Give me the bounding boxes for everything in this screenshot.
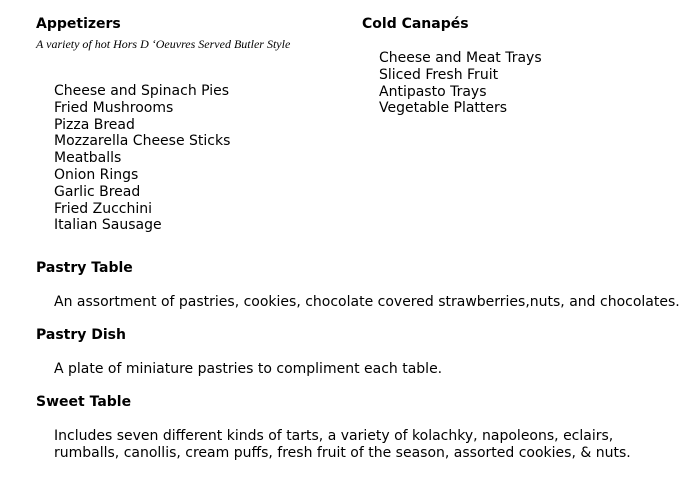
cold-canapes-list xyxy=(379,50,542,117)
appetizers-list xyxy=(54,83,230,234)
sweet-table-description: Includes seven different kinds of tarts, a variety of kolachky, napoleons, eclairs, rumballs, canollis, cream puffs, fresh fruit of the season, assorted cookies, & nuts. xyxy=(54,428,631,461)
list-item: Sliced Fresh Fruit xyxy=(379,66,499,83)
list-item: Antipasto Trays xyxy=(379,83,487,100)
pastry-dish-description: A plate of miniature pastries to compliment each table. xyxy=(54,361,443,377)
list-item: Pizza Bread xyxy=(54,116,135,133)
sweet-table-heading: Sweet Table xyxy=(36,394,132,410)
list-item: Fried Zucchini xyxy=(54,200,153,217)
list-item: Onion Rings xyxy=(54,166,139,183)
appetizers-heading: Appetizers xyxy=(36,16,121,32)
list-item: Italian Sausage xyxy=(54,217,162,234)
list-item: Meatballs xyxy=(54,150,122,167)
pastry-table-heading: Pastry Table xyxy=(36,260,133,276)
appetizers-subtitle: A variety of hot Hors D ‘Oeuvres Served Butler Style xyxy=(36,37,291,51)
pastry-dish-heading: Pastry Dish xyxy=(36,327,126,343)
cold-canapes-heading: Cold Canapés xyxy=(362,16,469,32)
pastry-table-description: An assortment of pastries, cookies, chocolate covered strawberries,nuts, and chocolates. xyxy=(54,294,680,310)
list-item: Garlic Bread xyxy=(54,183,141,200)
list-item: Mozzarella Cheese Sticks xyxy=(54,133,231,150)
list-item: Vegetable Platters xyxy=(379,100,508,117)
list-item: Cheese and Meat Trays xyxy=(379,50,542,66)
list-item: Cheese and Spinach Pies xyxy=(54,83,230,99)
list-item: Fried Mushrooms xyxy=(54,99,174,116)
